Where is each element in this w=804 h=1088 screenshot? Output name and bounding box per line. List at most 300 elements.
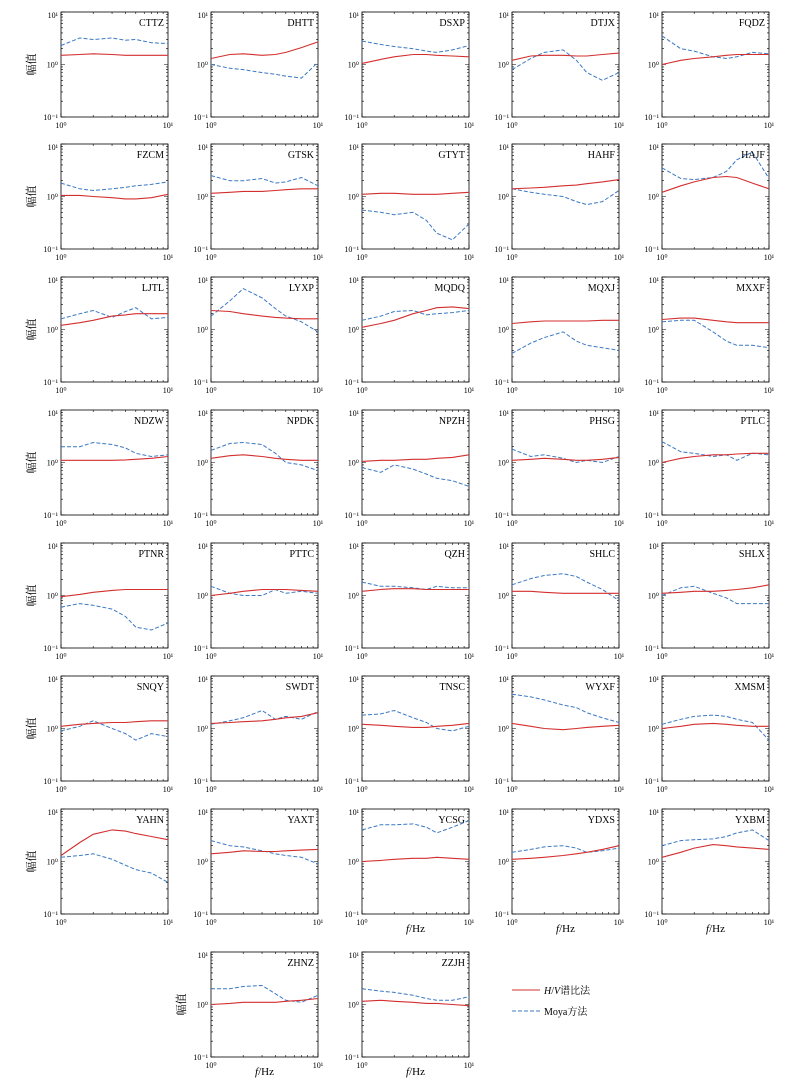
y-tick-label: 10⁻¹ [494,378,509,387]
x-tick-label: 10⁰ [55,918,67,927]
panel-title: SWDT [285,682,314,693]
x-tick-label: 10¹ [613,918,625,927]
y-tick-label: 10⁰ [196,325,208,335]
panel-title: QZH [444,549,465,560]
x-tick-label: 10⁰ [205,121,217,130]
x-tick-label: 10¹ [162,253,174,262]
y-tick-label: 10⁰ [196,857,208,867]
y-tick-label: 10⁰ [196,724,208,734]
panel-ydxs [494,808,624,935]
series-moya-line [61,721,168,740]
x-tick-label: 10¹ [763,253,775,262]
x-tick-label: 10⁰ [656,253,668,262]
y-tick-label: 10⁰ [647,60,659,70]
series-hv-line [362,589,469,592]
y-tick-label: 10¹ [47,143,58,152]
y-tick-label: 10⁻¹ [494,777,509,786]
series-hv-line [512,846,619,860]
x-tick-label: 10¹ [162,519,174,528]
y-tick-label: 10¹ [498,409,509,418]
panel-title: XMSM [734,682,765,693]
series-moya-line [512,574,619,601]
y-tick-label: 10¹ [197,951,208,960]
x-tick-label: 10¹ [763,785,775,794]
x-tick-label: 10¹ [613,386,625,395]
x-tick-label: 10⁰ [656,386,668,395]
y-tick-label: 10¹ [498,11,509,20]
y-tick-label: 10⁻¹ [344,910,359,919]
x-tick-label: 10¹ [463,918,475,927]
x-tick-label: 10¹ [463,519,475,528]
y-axis-title: 幅值 [26,717,38,740]
x-tick-label: 10¹ [463,386,475,395]
y-tick-label: 10⁰ [347,192,359,202]
x-tick-label: 10⁰ [356,386,368,395]
series-hv-line [362,1000,469,1005]
x-tick-label: 10⁰ [205,918,217,927]
series-moya-line [362,210,469,240]
y-tick-label: 10¹ [197,143,208,152]
y-tick-label: 10⁻¹ [644,644,659,653]
y-tick-label: 10¹ [197,276,208,285]
x-tick-label: 10¹ [763,519,775,528]
y-tick-label: 10¹ [348,951,359,960]
y-tick-label: 10⁰ [196,192,208,202]
panel-wyxf [494,675,624,794]
panel-title: YXBM [734,815,765,826]
x-tick-label: 10⁰ [506,652,518,661]
panel-pttc [193,542,323,661]
x-tick-label: 10¹ [613,121,625,130]
panel-hajf [644,143,774,262]
series-hv-line [362,455,469,462]
series-moya-line [512,449,619,462]
y-axis-title: 幅值 [26,53,38,76]
series-hv-line [362,307,469,327]
series-moya-line [362,41,469,52]
x-tick-label: 10¹ [763,652,775,661]
y-tick-label: 10⁰ [497,724,509,734]
series-hv-line [512,591,619,593]
panel-title: YAHN [136,815,164,826]
panel-title: FZCM [136,150,164,161]
legend-label: H/V谱比法 [544,986,591,997]
legend [512,984,591,1018]
panel-title: ZZJH [441,958,465,969]
panel-ljtl [24,276,174,395]
panel-mqdq [344,276,474,395]
series-moya-line [512,332,619,354]
panel-mqxj [494,276,624,395]
series-moya-line [662,830,769,846]
y-tick-label: 10⁰ [647,857,659,867]
panel-gtyt [344,143,474,262]
series-moya-line [211,62,318,78]
x-tick-label: 10⁰ [656,121,668,130]
y-tick-label: 10⁻¹ [43,644,58,653]
panel-zhnz [174,951,324,1078]
y-tick-label: 10¹ [348,409,359,418]
series-hv-line [512,723,619,729]
x-tick-label: 10⁰ [356,1061,368,1070]
panel-lyxp [193,276,323,395]
series-hv-line [662,318,769,323]
panel-title: FQDZ [738,18,765,29]
series-moya-line [61,38,168,46]
x-tick-label: 10⁰ [506,519,518,528]
y-tick-label: 10¹ [197,409,208,418]
panel-zzjh [344,951,474,1078]
panel-title: HAHF [587,150,615,161]
x-tick-label: 10⁰ [656,785,668,794]
x-tick-label: 10¹ [312,121,324,130]
x-tick-label: 10⁰ [356,253,368,262]
y-tick-label: 10⁻¹ [494,644,509,653]
series-hv-line [61,590,168,597]
y-tick-label: 10⁻¹ [494,113,509,122]
panel-ycsg [344,808,474,935]
series-hv-line [211,849,318,853]
panel-ndzw [24,409,174,528]
panel-title: HAJF [741,150,765,161]
panel-title: NPZH [438,416,465,427]
y-axis-title: 幅值 [176,993,188,1016]
series-moya-line [662,320,769,347]
y-tick-label: 10⁻¹ [644,113,659,122]
y-tick-label: 10¹ [498,276,509,285]
y-tick-label: 10⁰ [497,60,509,70]
panel-title: PTLC [740,416,765,427]
y-tick-label: 10⁰ [347,724,359,734]
y-tick-label: 10⁻¹ [193,910,208,919]
series-moya-line [662,36,769,59]
y-tick-label: 10⁻¹ [494,910,509,919]
y-tick-label: 10⁻¹ [193,1053,208,1062]
panel-title: NPDK [286,416,314,427]
x-axis-title: f/Hz [556,923,575,935]
y-tick-label: 10¹ [47,276,58,285]
panel-title: WYXF [585,682,615,693]
panel-title: SHLX [738,549,765,560]
y-tick-label: 10¹ [47,11,58,20]
y-tick-label: 10⁻¹ [193,378,208,387]
y-tick-label: 10⁻¹ [193,511,208,520]
series-hv-line [662,723,769,728]
panel-npdk [193,409,323,528]
y-tick-label: 10⁻¹ [344,644,359,653]
y-tick-label: 10⁻¹ [43,113,58,122]
panel-title: YCSG [438,815,465,826]
x-tick-label: 10¹ [312,785,324,794]
x-axis-title: f/Hz [406,923,425,935]
x-tick-label: 10¹ [312,1061,324,1070]
x-tick-label: 10⁰ [506,386,518,395]
y-tick-label: 10⁰ [46,325,58,335]
x-tick-label: 10⁰ [55,652,67,661]
series-hv-line [362,55,469,64]
x-tick-label: 10⁰ [656,652,668,661]
y-tick-label: 10⁰ [347,458,359,468]
x-tick-label: 10⁰ [356,652,368,661]
series-hv-line [211,455,318,461]
y-tick-label: 10¹ [648,542,659,551]
series-hv-line [662,585,769,594]
series-moya-line [512,189,619,205]
y-tick-label: 10⁰ [497,591,509,601]
y-tick-label: 10⁻¹ [43,777,58,786]
panel-title: PHSG [589,416,615,427]
y-tick-label: 10⁻¹ [344,1053,359,1062]
series-moya-line [362,465,469,487]
series-hv-line [211,311,318,319]
panel-title: NDZW [134,416,164,427]
x-tick-label: 10⁰ [506,918,518,927]
y-tick-label: 10⁻¹ [43,378,58,387]
panel-ptnr [24,542,174,661]
y-tick-label: 10⁰ [347,1000,359,1010]
x-tick-label: 10¹ [613,519,625,528]
panel-ptlc [644,409,774,528]
panel-title: PTTC [289,549,314,560]
y-tick-label: 10¹ [348,675,359,684]
panel-hahf [494,143,624,262]
x-tick-label: 10¹ [463,652,475,661]
x-axis-title: f/Hz [706,923,725,935]
panel-mxxf [644,276,774,395]
panel-title: ZHNZ [287,958,314,969]
panel-shlx [644,542,774,661]
x-axis-title: f/Hz [255,1066,274,1078]
panel-title: SHLC [589,549,615,560]
y-tick-label: 10⁰ [46,60,58,70]
panel-dhtt [193,11,323,130]
y-tick-label: 10⁻¹ [193,777,208,786]
y-tick-label: 10⁻¹ [494,511,509,520]
y-tick-label: 10¹ [648,11,659,20]
panel-fzcm [24,143,174,262]
y-tick-label: 10⁻¹ [344,378,359,387]
y-tick-label: 10⁰ [647,591,659,601]
series-moya-line [662,442,769,461]
x-tick-label: 10⁰ [656,918,668,927]
series-hv-line [512,320,619,323]
series-moya-line [362,311,469,321]
y-tick-label: 10¹ [348,808,359,817]
y-tick-label: 10⁻¹ [43,910,58,919]
panel-title: CTTZ [139,18,164,29]
series-hv-line [662,55,769,65]
y-tick-label: 10⁰ [347,591,359,601]
series-hv-line [211,189,318,194]
series-hv-line [512,53,619,60]
y-tick-label: 10⁻¹ [344,113,359,122]
panel-title: MQXJ [587,283,615,294]
series-moya-line [662,715,769,740]
series-hv-line [61,314,168,326]
y-tick-label: 10¹ [648,409,659,418]
panel-swdt [193,675,323,794]
y-axis-title: 幅值 [26,850,38,873]
y-tick-label: 10⁰ [497,857,509,867]
x-tick-label: 10¹ [162,121,174,130]
x-tick-label: 10¹ [463,253,475,262]
series-hv-line [662,845,769,858]
x-tick-label: 10⁰ [205,785,217,794]
x-tick-label: 10⁰ [55,785,67,794]
x-tick-label: 10¹ [162,785,174,794]
x-tick-label: 10⁰ [55,253,67,262]
x-tick-label: 10¹ [162,386,174,395]
y-tick-label: 10⁰ [46,192,58,202]
x-tick-label: 10⁰ [205,1061,217,1070]
y-tick-label: 10¹ [47,542,58,551]
y-axis-title: 幅值 [26,185,38,208]
panel-title: LYXP [288,283,314,294]
y-tick-label: 10¹ [648,675,659,684]
y-tick-label: 10⁰ [196,60,208,70]
y-tick-label: 10⁰ [347,325,359,335]
y-tick-label: 10¹ [498,542,509,551]
legend-label: Moya方法 [544,1007,588,1018]
x-tick-label: 10⁰ [656,519,668,528]
y-tick-label: 10⁻¹ [494,245,509,254]
y-tick-label: 10⁻¹ [344,511,359,520]
x-tick-label: 10¹ [763,386,775,395]
panel-title: YDXS [587,815,615,826]
y-tick-label: 10¹ [197,11,208,20]
x-tick-label: 10¹ [312,918,324,927]
series-moya-line [211,289,318,332]
x-tick-label: 10⁰ [205,652,217,661]
panel-dtjx [494,11,624,130]
x-tick-label: 10¹ [613,652,625,661]
y-tick-label: 10⁰ [497,458,509,468]
series-moya-line [362,989,469,1001]
y-tick-label: 10⁻¹ [644,777,659,786]
panel-title: GTSK [287,150,314,161]
y-tick-label: 10¹ [648,143,659,152]
panel-fqdz [644,11,774,130]
x-tick-label: 10¹ [312,386,324,395]
panel-title: DHTT [287,18,314,29]
series-hv-line [61,194,168,199]
panel-title: DSXP [439,18,465,29]
series-hv-line [362,723,469,727]
x-tick-label: 10¹ [312,652,324,661]
y-tick-label: 10⁻¹ [344,245,359,254]
y-tick-label: 10⁰ [347,60,359,70]
panel-title: LJTL [141,283,164,294]
panel-title: DTJX [590,18,615,29]
panel-title: YAXT [287,815,314,826]
y-tick-label: 10⁰ [647,192,659,202]
panel-phsg [494,409,624,528]
y-tick-label: 10⁰ [46,591,58,601]
y-tick-label: 10⁰ [497,325,509,335]
series-hv-line [662,453,769,462]
x-tick-label: 10⁰ [55,519,67,528]
panel-title: SNQY [136,682,164,693]
panel-dsxp [344,11,474,130]
x-tick-label: 10¹ [463,785,475,794]
panel-title: MQDQ [434,283,465,294]
y-tick-label: 10¹ [348,11,359,20]
x-tick-label: 10⁰ [205,253,217,262]
x-tick-label: 10¹ [463,121,475,130]
y-tick-label: 10⁰ [347,857,359,867]
x-tick-label: 10⁰ [356,121,368,130]
y-tick-label: 10⁰ [497,192,509,202]
x-tick-label: 10¹ [763,918,775,927]
y-tick-label: 10¹ [348,276,359,285]
x-tick-label: 10¹ [613,785,625,794]
panel-yaxt [193,808,323,927]
series-moya-line [211,176,318,186]
y-tick-label: 10⁻¹ [193,113,208,122]
series-hv-line [61,721,168,727]
y-tick-label: 10⁰ [46,458,58,468]
y-tick-label: 10⁻¹ [344,777,359,786]
x-tick-label: 10¹ [312,253,324,262]
panel-cttz [24,11,174,130]
series-hv-line [362,857,469,861]
panel-npzh [344,409,474,528]
y-tick-label: 10¹ [498,675,509,684]
series-hv-line [362,192,469,194]
y-tick-label: 10¹ [348,143,359,152]
x-tick-label: 10⁰ [506,253,518,262]
panel-title: MXXF [736,283,765,294]
x-tick-label: 10⁰ [205,519,217,528]
x-tick-label: 10¹ [463,1061,475,1070]
series-hv-line [662,177,769,193]
series-hv-line [61,54,168,56]
y-tick-label: 10⁰ [647,458,659,468]
y-tick-label: 10¹ [197,542,208,551]
panel-title: TNSC [439,682,465,693]
x-tick-label: 10⁰ [506,785,518,794]
x-tick-label: 10¹ [162,918,174,927]
y-tick-label: 10⁻¹ [43,511,58,520]
y-tick-label: 10¹ [197,675,208,684]
y-tick-label: 10⁻¹ [644,245,659,254]
series-moya-line [61,604,168,630]
y-tick-label: 10⁻¹ [193,245,208,254]
y-tick-label: 10⁰ [46,724,58,734]
x-tick-label: 10⁰ [506,121,518,130]
series-hv-line [61,457,168,461]
x-tick-label: 10⁰ [55,121,67,130]
x-tick-label: 10⁰ [356,918,368,927]
y-tick-label: 10⁰ [46,857,58,867]
y-tick-label: 10⁻¹ [43,245,58,254]
series-moya-line [61,182,168,191]
panel-qzh [344,542,474,661]
series-hv-line [211,42,318,59]
y-tick-label: 10⁻¹ [644,910,659,919]
y-tick-label: 10¹ [47,409,58,418]
y-tick-label: 10⁰ [196,1000,208,1010]
panel-shlc [494,542,624,661]
panel-title: GTYT [438,150,465,161]
series-moya-line [61,443,168,457]
y-tick-label: 10⁻¹ [644,378,659,387]
panel-yahn [24,808,174,927]
series-hv-line [211,713,318,724]
series-hv-line [211,999,318,1005]
x-tick-label: 10¹ [162,652,174,661]
y-tick-label: 10⁰ [196,458,208,468]
